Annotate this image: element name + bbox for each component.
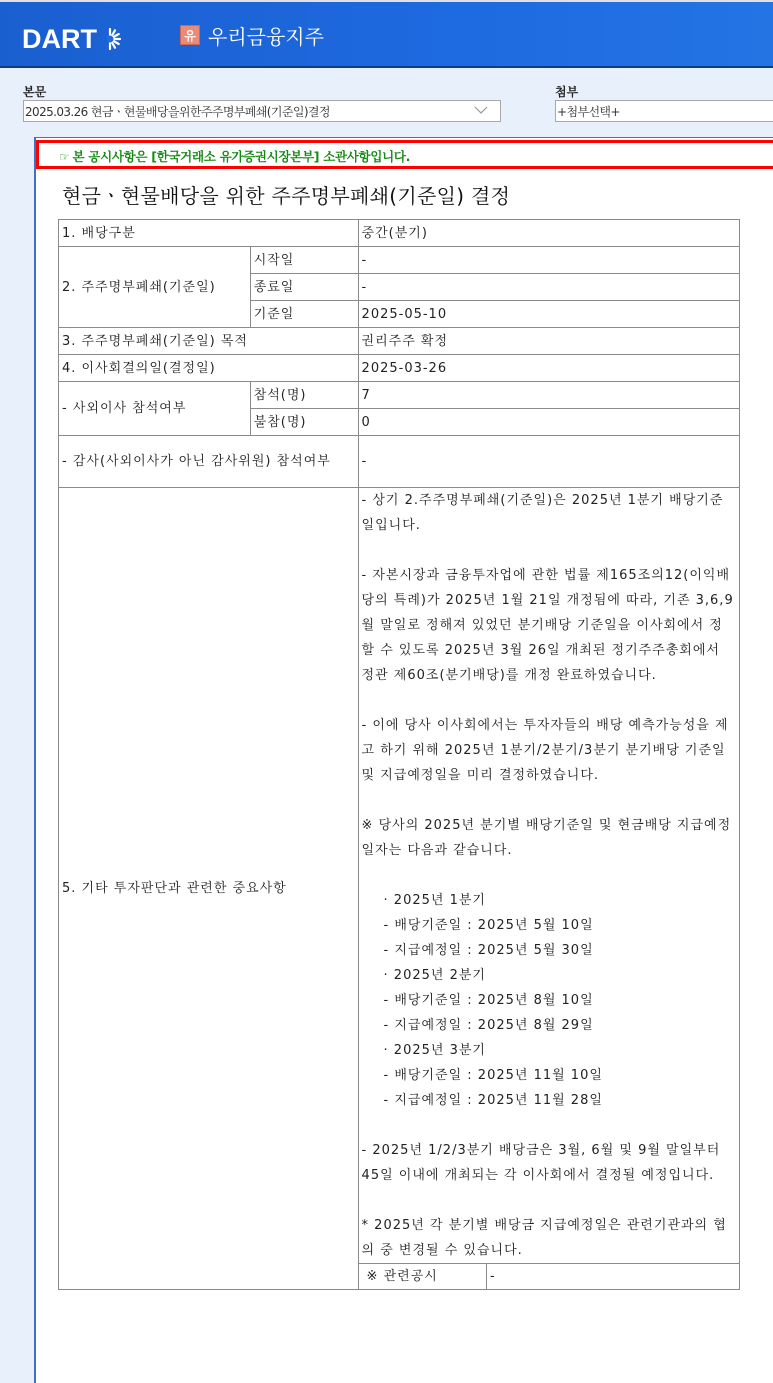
schedule-record: - 배당기준일 : 2025년 5월 10일 xyxy=(383,918,594,933)
present-label: 참석(명) xyxy=(250,382,358,409)
other-matters-label: 5. 기타 투자판단과 관련한 중요사항 xyxy=(59,488,359,1290)
company-name: 우리금융지주 xyxy=(208,24,324,49)
related-disclosure-label: ※ 관련공시 xyxy=(359,1264,487,1289)
schedule-pay: - 지급예정일 : 2025년 11월 28일 xyxy=(383,1093,603,1108)
logo-text: DART xyxy=(22,23,97,54)
table-row xyxy=(59,220,740,247)
start-date-label: 시작일 xyxy=(250,247,358,274)
record-date-value: 2025-05-10 xyxy=(358,301,739,328)
pointing-hand-icon: ☞ xyxy=(59,150,70,164)
header-bar xyxy=(0,2,773,68)
paragraph: - 이에 당사 이사회에서는 투자자들의 배당 예측가능성을 제고 하기 위해 2025년 1분기/2분기/3분기 분기배당 기준일 및 지급예정일을 미리 결정하였습니다. xyxy=(361,718,729,783)
auditor-value: - xyxy=(358,436,739,488)
table-row xyxy=(59,328,740,355)
related-disclosure-table xyxy=(359,1264,739,1289)
schedule-record: - 배당기준일 : 2025년 11월 10일 xyxy=(383,1068,603,1083)
table-row xyxy=(59,355,740,382)
main-doc-select-value: 2025.03.26 현금ㆍ현물배당을위한주주명부폐쇄(기준일)결정 xyxy=(25,105,330,119)
absent-value: 0 xyxy=(358,409,739,436)
board-date-value: 2025-03-26 xyxy=(358,355,739,382)
table-row xyxy=(59,436,740,488)
related-disclosure-value: - xyxy=(490,1269,496,1284)
outside-director-label: - 사외이사 참석여부 xyxy=(59,382,251,436)
dividend-type-value: 중간(분기) xyxy=(358,220,739,247)
notice-text: 본 공시사항은 [한국거래소 유가증권시장본부] 소관사항입니다. xyxy=(72,149,411,164)
absent-label: 불참(명) xyxy=(250,409,358,436)
company-title xyxy=(180,20,324,50)
start-date-value: - xyxy=(358,247,739,274)
present-value: 7 xyxy=(358,382,739,409)
schedule-record: - 배당기준일 : 2025년 8월 10일 xyxy=(383,993,594,1008)
end-date-value: - xyxy=(358,274,739,301)
other-matters-value xyxy=(358,488,739,1264)
attachment-label: 첨부 xyxy=(555,85,579,99)
attachment-select[interactable] xyxy=(555,100,773,122)
schedule-pay: - 지급예정일 : 2025년 8월 29일 xyxy=(383,1018,594,1033)
schedule-quarter: · 2025년 1분기 xyxy=(383,893,486,908)
market-badge: 유 xyxy=(180,25,200,45)
jurisdiction-notice xyxy=(36,140,773,169)
dart-burst-icon xyxy=(98,27,122,51)
end-date-label: 종료일 xyxy=(250,274,358,301)
chevron-down-icon xyxy=(474,105,488,115)
document-title: 현금ㆍ현물배당을 위한 주주명부폐쇄(기준일) 결정 xyxy=(62,184,511,208)
paragraph: ※ 당사의 2025년 분기별 배당기준일 및 현금배당 지급예정일자는 다음과 같습니다. xyxy=(361,818,732,858)
table-row xyxy=(59,488,740,1264)
paragraph: - 2025년 1/2/3분기 배당금은 3월, 6월 및 9월 말일부터 45일 이내에 개최되는 각 이사회에서 결정될 예정입니다. xyxy=(361,1143,721,1183)
purpose-label: 3. 주주명부폐쇄(기준일) 목적 xyxy=(59,328,359,355)
purpose-value: 권리주주 확정 xyxy=(358,328,739,355)
paragraph: * 2025년 각 분기별 배당금 지급예정일은 관련기관과의 협의 중 변경될 수 있습니다. xyxy=(361,1218,727,1258)
dart-logo[interactable] xyxy=(22,24,122,54)
dividend-type-label: 1. 배당구분 xyxy=(59,220,359,247)
schedule-pay: - 지급예정일 : 2025년 5월 30일 xyxy=(383,943,594,958)
table-row xyxy=(59,247,740,274)
schedule-quarter: · 2025년 2분기 xyxy=(383,968,486,983)
main-doc-label: 본문 xyxy=(23,85,47,99)
paragraph: - 상기 2.주주명부폐쇄(기준일)은 2025년 1분기 배당기준일입니다. xyxy=(361,493,724,533)
main-doc-select[interactable] xyxy=(23,100,501,122)
paragraph: - 자본시장과 금융투자업에 관한 법률 제165조의12(이익배당의 특례)가 2025년 1월 21일 개정됨에 따라, 기존 3,6,9월 말일로 정해져 있었던 분기배당 기준일을 이사회에서 정할 수 있도록 2025년 3월 26일 개최된 정기주주총회에서 정관 제60조(분기배당)를 개정 완료하였습니다. xyxy=(361,568,734,683)
schedule-quarter: · 2025년 3분기 xyxy=(383,1043,486,1058)
closure-label: 2. 주주명부폐쇄(기준일) xyxy=(59,247,251,328)
table-row xyxy=(59,382,740,409)
record-date-label: 기준일 xyxy=(250,301,358,328)
related-disclosure-cell xyxy=(358,1264,739,1290)
disclosure-table xyxy=(58,219,740,1290)
board-date-label: 4. 이사회결의일(결정일) xyxy=(59,355,359,382)
attachment-select-value: +첨부선택+ xyxy=(557,105,620,119)
auditor-label: - 감사(사외이사가 아닌 감사위원) 참석여부 xyxy=(59,436,359,488)
